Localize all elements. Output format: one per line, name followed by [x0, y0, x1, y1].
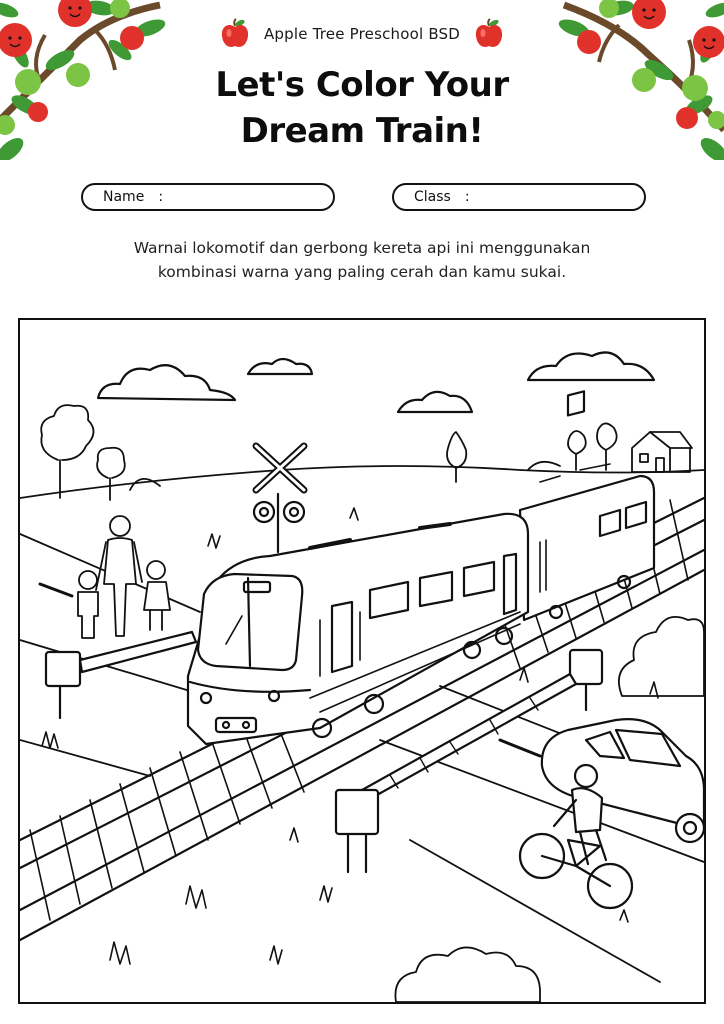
class-label: Class [414, 189, 451, 205]
house-drawing [632, 432, 692, 472]
instructions-line-1: Warnai lokomotif dan gerbong kereta api ini menggunakan [133, 239, 591, 257]
name-field[interactable] [81, 183, 335, 211]
class-field[interactable] [392, 183, 646, 211]
crossing-sign [254, 446, 304, 552]
name-label: Name [103, 189, 145, 205]
apple-icon [474, 18, 504, 50]
title-line-2: Dream Train! [240, 111, 484, 151]
family-drawing [78, 516, 170, 638]
cloud-group [98, 352, 654, 412]
title-line-1: Let's Color Your [215, 65, 509, 105]
tree-group [41, 405, 616, 500]
instructions-line-2: kombinasi warna yang paling cerah dan kamu sukai. [157, 263, 567, 281]
page-title [0, 62, 724, 154]
school-name: Apple Tree Preschool BSD [263, 25, 461, 43]
school-header [200, 16, 524, 52]
instructions-text [60, 236, 664, 284]
coloring-illustration-frame [18, 318, 706, 1004]
name-colon: : [158, 189, 164, 205]
apple-icon [220, 18, 250, 50]
train-crossing-illustration [20, 320, 704, 1002]
class-colon: : [464, 189, 470, 205]
car-drawing [542, 719, 704, 842]
